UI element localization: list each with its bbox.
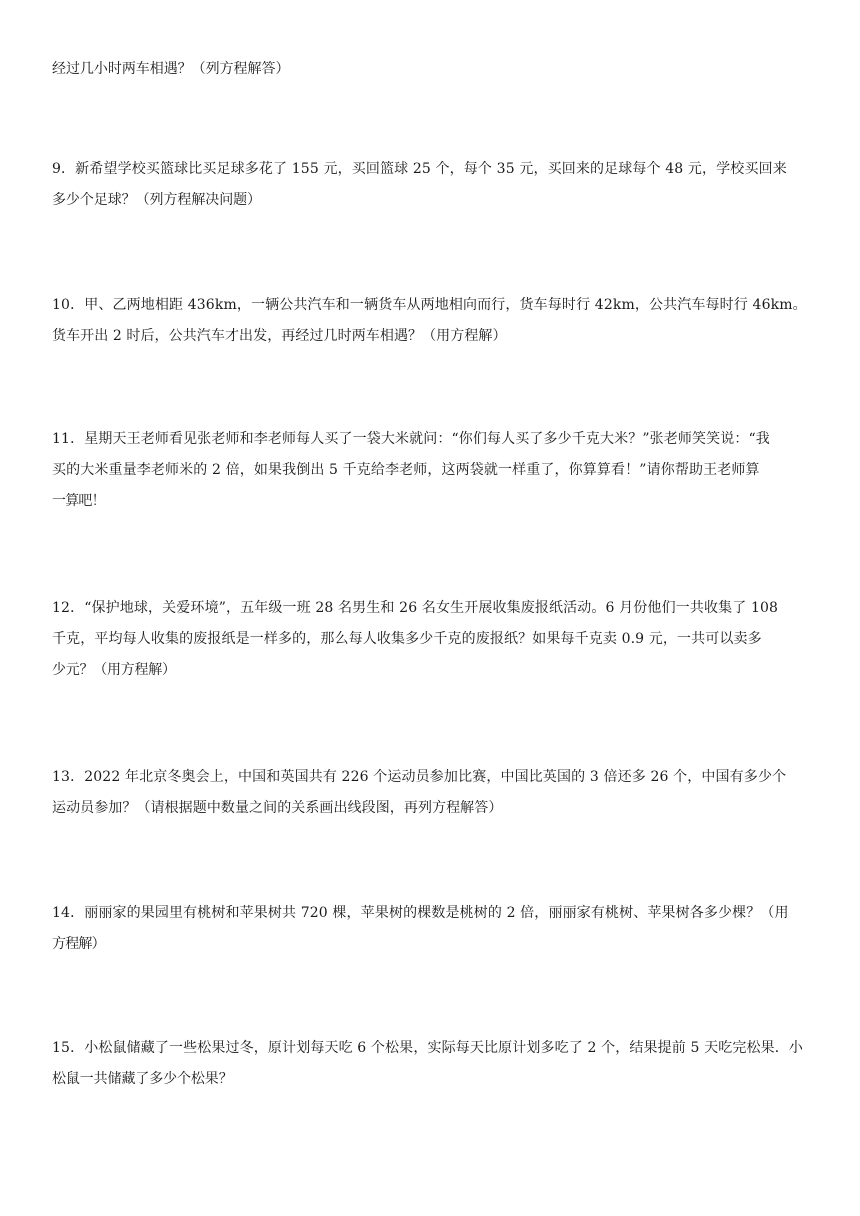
question-text-line: 松鼠一共储藏了多少个松果？ [52, 1071, 233, 1087]
question-text-line: 15．小松鼠储藏了一些松果过冬，原计划每天吃 6 个松果，实际每天比原计划多吃了 2 个，结果提前 5 天吃完松果．小 [52, 1040, 804, 1056]
question-8-continuation [52, 54, 812, 85]
question-text-line: 13．2022 年北京冬奥会上，中国和英国共有 226 个运动员参加比赛，中国比英国的 3 倍还多 26 个，中国有多少个 [52, 769, 787, 785]
question-13 [52, 762, 812, 824]
question-text-line: 一算吧！ [52, 493, 105, 509]
question-15 [52, 1033, 812, 1095]
question-text-line: 14．丽丽家的果园里有桃树和苹果树共 720 棵，苹果树的棵数是桃树的 2 倍，丽丽家有桃树、苹果树各多少棵？（用 [52, 905, 789, 921]
question-text-line: 千克，平均每人收集的废报纸是一样多的，那么每人收集多少千克的废报纸？如果每千克卖 0.9 元，一共可以卖多 [52, 631, 762, 647]
question-11 [52, 424, 812, 517]
question-12 [52, 593, 812, 686]
question-10 [52, 290, 812, 352]
question-text-line: 运动员参加？（请根据题中数量之间的关系画出线段图，再列方程解答） [52, 800, 503, 816]
question-text-line: 12．“保护地球，关爱环境”，五年级一班 28 名男生和 26 名女生开展收集废报纸活动。6 月份他们一共收集了 108 [52, 600, 779, 616]
question-text-line: 9．新希望学校买篮球比买足球多花了 155 元，买回篮球 25 个，每个 35 元，买回来的足球每个 48 元，学校买回来 [52, 161, 787, 177]
question-text-line: 多少个足球？（列方程解决问题） [52, 192, 261, 208]
question-text-line: 少元？（用方程解） [52, 662, 176, 678]
question-text-line: 方程解） [52, 936, 105, 952]
question-9 [52, 154, 812, 216]
question-text-line: 11．星期天王老师看见张老师和李老师每人买了一袋大米就问：“你们每人买了多少千克大米？”张老师笑笑说：“我 [52, 431, 770, 447]
question-14 [52, 898, 812, 960]
question-text-line: 经过几小时两车相遇？（列方程解答） [52, 61, 290, 77]
question-text-line: 买的大米重量李老师米的 2 倍，如果我倒出 5 千克给李老师，这两袋就一样重了，你算算看！”请你帮助王老师算 [52, 462, 760, 478]
question-text-line: 10．甲、乙两地相距 436km，一辆公共汽车和一辆货车从两地相向而行，货车每时行 42km，公共汽车每时行 46km。 [52, 297, 807, 313]
question-text-line: 货车开出 2 时后，公共汽车才出发，再经过几时两车相遇？（用方程解） [52, 328, 507, 344]
